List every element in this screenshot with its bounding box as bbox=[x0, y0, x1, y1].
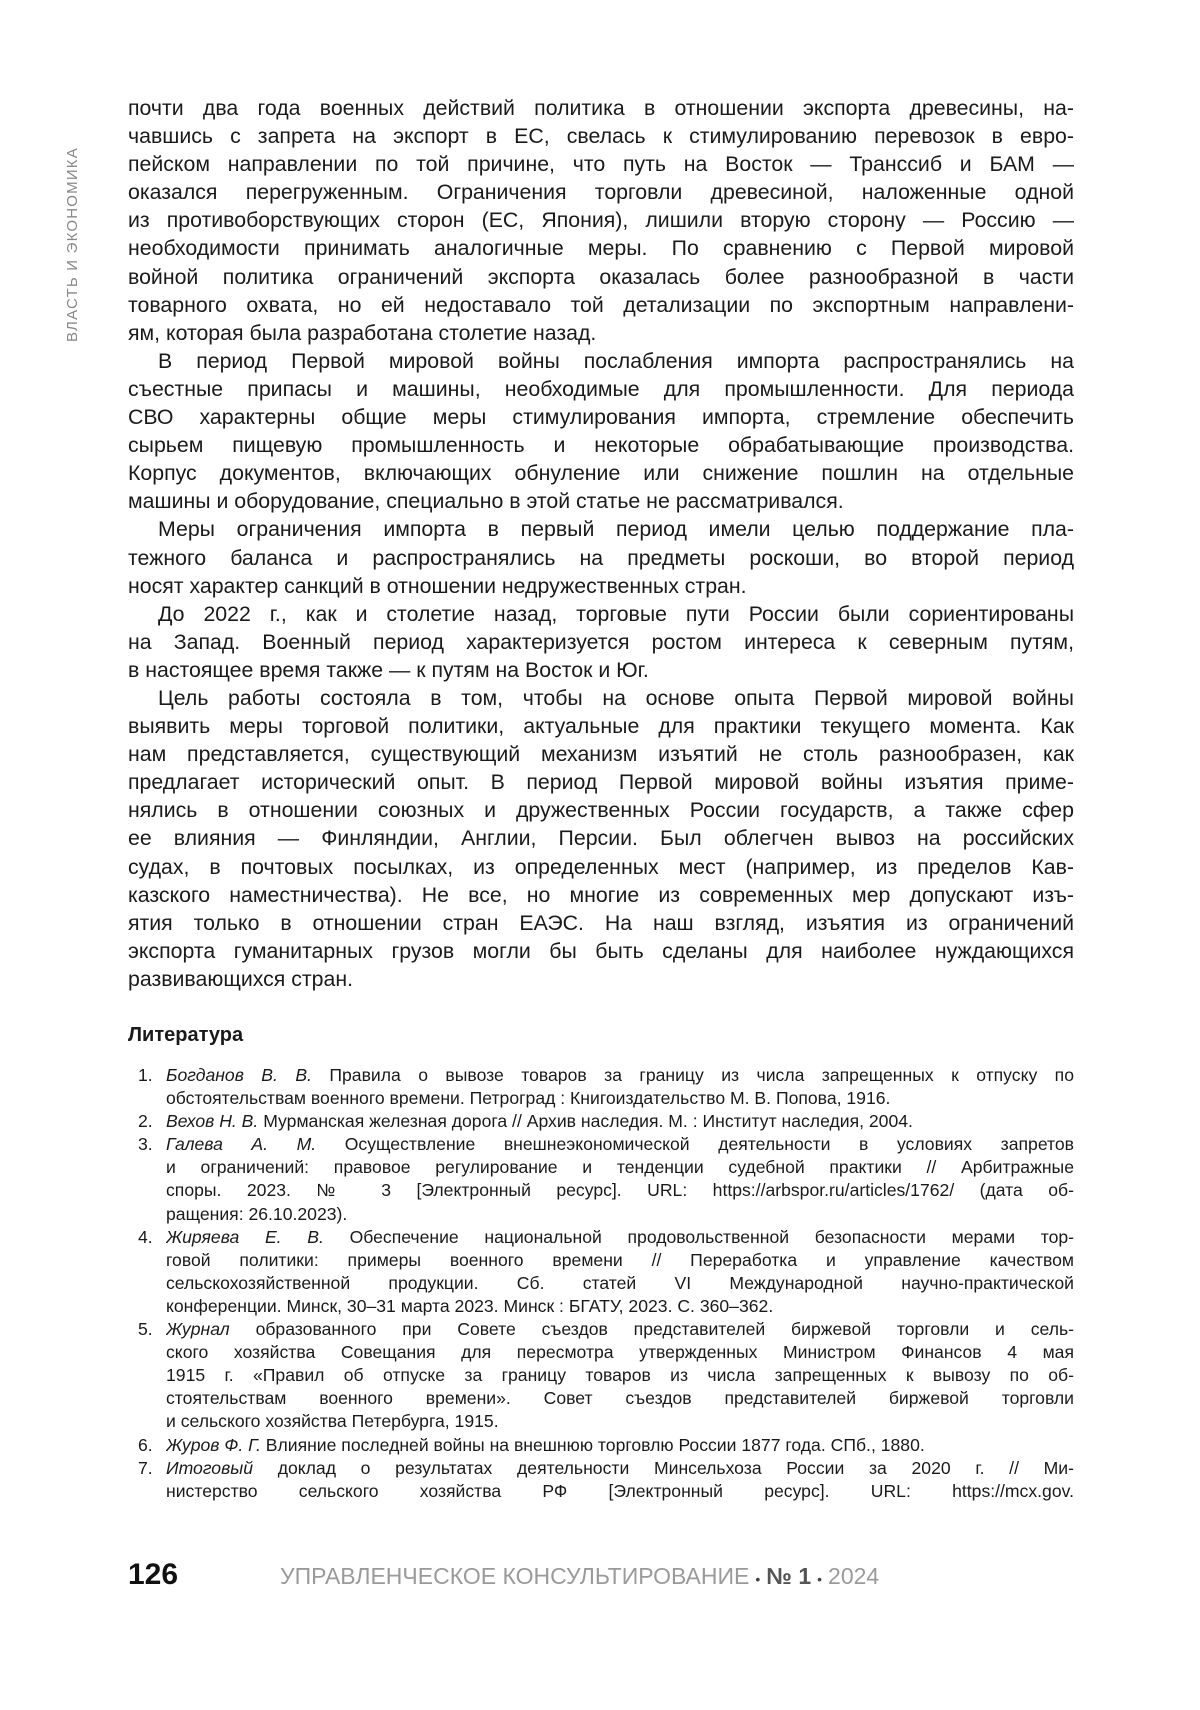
reference-text: образованного при Совете съездов представителей биржевой торговли и сель- bbox=[256, 1319, 1074, 1339]
text-line: почти два года военных действий политика в отношении экспорта древесины, на- bbox=[128, 94, 1074, 122]
reference-item bbox=[138, 1457, 1074, 1503]
text-line: носят характер санкций в отношении недружественных стран. bbox=[128, 572, 1074, 600]
reference-line: 1915 г. «Правил об отпуске за границу товаров из числа запрещенных к вывозу по об- bbox=[166, 1364, 1074, 1387]
reference-line bbox=[166, 1133, 1074, 1156]
section-running-head: ВЛАСТЬ И ЭКОНОМИКА bbox=[64, 147, 81, 342]
text-line: чавшись с запрета на экспорт в ЕС, свелась к стимулированию перевозок в евро- bbox=[128, 122, 1074, 150]
text-line: на Запад. Военный период характеризуется ростом интереса к северным путям, bbox=[128, 628, 1074, 656]
page-footer bbox=[128, 1558, 879, 1592]
reference-line: конференции. Минск, 30–31 марта 2023. Минск : БГАТУ, 2023. С. 360–362. bbox=[166, 1295, 1074, 1318]
reference-number: 5. bbox=[138, 1318, 166, 1433]
reference-text: Влияние последней войны на внешнюю торговлю России 1877 года. СПб., 1880. bbox=[266, 1435, 925, 1455]
text-line: СВО характерны общие меры стимулирования импорта, стремление обеспечить bbox=[128, 403, 1074, 431]
text-line: экспорта гуманитарных грузов могли бы быть сделаны для наиболее нуждающихся bbox=[128, 937, 1074, 965]
reference-line: и сельского хозяйства Петербурга, 1915. bbox=[166, 1410, 1074, 1433]
text-line: сырьем пищевую промышленность и некоторые обрабатывающие производства. bbox=[128, 431, 1074, 459]
references-heading: Литература bbox=[128, 1024, 243, 1047]
issue-number: № 1 bbox=[766, 1563, 811, 1590]
text-line: нялись в отношении союзных и дружественных России государств, а также сфер bbox=[128, 796, 1074, 824]
reference-line: сельскохозяйственной продукции. Сб. статей VI Международной научно-практической bbox=[166, 1272, 1074, 1295]
reference-item bbox=[138, 1133, 1074, 1225]
reference-author: Богданов В. В. bbox=[166, 1065, 312, 1085]
reference-text: Правила о вывозе товаров за границу из числа запрещенных к отпуску по bbox=[329, 1065, 1074, 1085]
reference-item bbox=[138, 1434, 1074, 1457]
text-line: Корпус документов, включающих обнуление или снижение пошлин на отдельные bbox=[128, 459, 1074, 487]
reference-line: стоятельствам военного времени». Совет съездов представителей биржевой торговли bbox=[166, 1387, 1074, 1410]
page-number: 126 bbox=[128, 1558, 280, 1592]
reference-line: говой политики: примеры военного времени // Переработка и управление качеством bbox=[166, 1249, 1074, 1272]
reference-number: 4. bbox=[138, 1226, 166, 1318]
text-line: необходимости принимать аналогичные меры. По сравнению с Первой мировой bbox=[128, 234, 1074, 262]
paragraph bbox=[128, 515, 1074, 599]
text-line: В период Первой мировой войны послабления импорта распространялись на bbox=[128, 347, 1074, 375]
reference-author: Галева А. М. bbox=[166, 1134, 316, 1154]
issue-year: 2024 bbox=[828, 1563, 879, 1590]
reference-number: 7. bbox=[138, 1457, 166, 1503]
article-body bbox=[128, 94, 1074, 993]
text-line: выявить меры торговой политики, актуальные для практики текущего момента. Как bbox=[128, 712, 1074, 740]
text-line: Меры ограничения импорта в первый период имели целью поддержание пла- bbox=[128, 515, 1074, 543]
text-line: Цель работы состояла в том, чтобы на основе опыта Первой мировой войны bbox=[128, 684, 1074, 712]
text-line: ятия только в отношении стран ЕАЭС. На наш взгляд, изъятия из ограничений bbox=[128, 909, 1074, 937]
reference-line: нистерство сельского хозяйства РФ [Электронный ресурс]. URL: https://mcx.gov. bbox=[166, 1480, 1074, 1503]
text-line: развивающихся стран. bbox=[128, 965, 1074, 993]
text-line: До 2022 г., как и столетие назад, торговые пути России были сориентированы bbox=[128, 600, 1074, 628]
paragraph bbox=[128, 600, 1074, 684]
separator-dot: • bbox=[755, 1571, 760, 1587]
text-line: съестные припасы и машины, необходимые для промышленности. Для периода bbox=[128, 375, 1074, 403]
reference-number: 3. bbox=[138, 1133, 166, 1225]
text-line: судах, в почтовых посылках, из определенных мест (например, из пределов Кав- bbox=[128, 853, 1074, 881]
reference-author: Жиряева Е. В. bbox=[166, 1227, 324, 1247]
reference-line bbox=[166, 1064, 1074, 1087]
journal-title: УПРАВЛЕНЧЕСКОЕ КОНСУЛЬТИРОВАНИЕ bbox=[280, 1563, 749, 1590]
text-line: предлагает исторический опыт. В период Первой мировой войны изъятия приме- bbox=[128, 768, 1074, 796]
reference-line bbox=[166, 1318, 1074, 1341]
reference-number: 1. bbox=[138, 1064, 166, 1110]
reference-text: Обеспечение национальной продовольственной безопасности мерами тор- bbox=[350, 1227, 1074, 1247]
text-line: из противоборствующих сторон (ЕС, Япония), лишили вторую сторону — Россию — bbox=[128, 206, 1074, 234]
text-line: войной политика ограничений экспорта оказалась более разнообразной в части bbox=[128, 263, 1074, 291]
text-line: казского наместничества). Не все, но многие из современных мер допускают изъ- bbox=[128, 881, 1074, 909]
reference-item bbox=[138, 1064, 1074, 1110]
text-line: тежного баланса и распространялись на предметы роскоши, во второй период bbox=[128, 544, 1074, 572]
separator-dot: • bbox=[817, 1571, 822, 1587]
text-line: в настоящее время также — к путям на Восток и Юг. bbox=[128, 656, 1074, 684]
reference-item bbox=[138, 1226, 1074, 1318]
reference-author: Журнал bbox=[166, 1319, 230, 1339]
reference-line: ского хозяйства Совещания для пересмотра утвержденных Министром Финансов 4 мая bbox=[166, 1341, 1074, 1364]
reference-line: и ограничений: правовое регулирование и тенденции судебной практики // Арбитражные bbox=[166, 1156, 1074, 1179]
text-line: ям, которая была разработана столетие назад. bbox=[128, 319, 1074, 347]
references-list bbox=[138, 1064, 1074, 1503]
reference-item bbox=[138, 1318, 1074, 1433]
reference-author: Журов Ф. Г. bbox=[166, 1435, 261, 1455]
reference-author: Вехов Н. В. bbox=[166, 1111, 258, 1131]
reference-line bbox=[166, 1434, 1074, 1457]
paragraph bbox=[128, 684, 1074, 993]
paragraph bbox=[128, 347, 1074, 516]
text-line: оказался перегруженным. Ограничения торговли древесиной, наложенные одной bbox=[128, 178, 1074, 206]
reference-line bbox=[166, 1110, 1074, 1133]
reference-text: Осуществление внешнеэкономической деятельности в условиях запретов bbox=[345, 1134, 1074, 1154]
reference-number: 2. bbox=[138, 1110, 166, 1133]
text-line: ее влияния — Финляндии, Англии, Персии. Был облегчен вывоз на российских bbox=[128, 824, 1074, 852]
reference-line bbox=[166, 1457, 1074, 1480]
reference-item bbox=[138, 1110, 1074, 1133]
reference-text: доклад о результатах деятельности Минсельхоза России за 2020 г. // Ми- bbox=[278, 1458, 1074, 1478]
reference-text: Мурманская железная дорога // Архив наследия. М. : Институт наследия, 2004. bbox=[263, 1111, 913, 1131]
text-line: машины и оборудование, специально в этой статье не рассматривался. bbox=[128, 487, 1074, 515]
reference-number: 6. bbox=[138, 1434, 166, 1457]
reference-author: Итоговый bbox=[166, 1458, 253, 1478]
paragraph bbox=[128, 94, 1074, 347]
reference-line bbox=[166, 1226, 1074, 1249]
reference-line: ращения: 26.10.2023). bbox=[166, 1203, 1074, 1226]
text-line: пейском направлении по той причине, что путь на Восток — Транссиб и БАМ — bbox=[128, 150, 1074, 178]
reference-line: обстоятельствам военного времени. Петроград : Книгоиздательство М. В. Попова, 1916. bbox=[166, 1087, 1074, 1110]
text-line: нам представляется, существующий механизм изъятий не столь разнообразен, как bbox=[128, 740, 1074, 768]
reference-line: споры. 2023. № 3 [Электронный ресурс]. URL: https://arbspor.ru/articles/1762/ (дата об- bbox=[166, 1179, 1074, 1202]
text-line: товарного охвата, но ей недоставало той детализации по экспортным направлени- bbox=[128, 291, 1074, 319]
